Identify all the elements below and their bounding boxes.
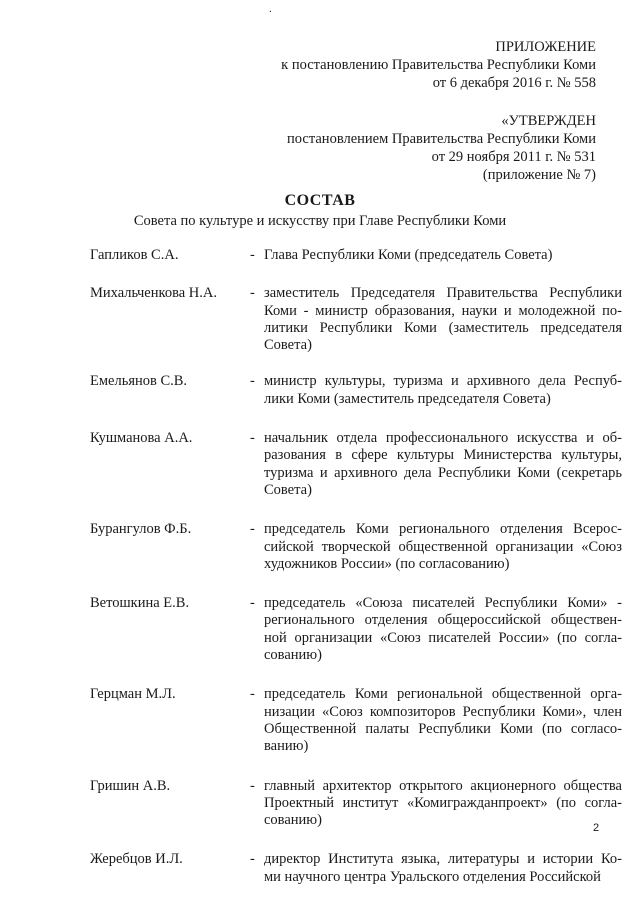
member-name: Жеребцов И.Л. (90, 851, 183, 868)
member-role-line: низации «Союз композиторов Республики Коми», член (264, 703, 622, 720)
member-role-line: Совета) (264, 337, 312, 354)
approved-line: (приложение № 7) (482, 167, 596, 183)
member-role-line: литики Республики Коми (заместитель председателя (264, 319, 622, 336)
member-dash: - (250, 686, 255, 703)
member-row (90, 778, 622, 830)
member-role-line: туризма и архивного дела Республики Коми (секретарь (264, 464, 622, 481)
member-role (264, 285, 622, 354)
member-role-line: сованию) (264, 647, 322, 664)
member-role-line: разования в сфере культуры Министерства культуры, (264, 447, 622, 464)
member-name: Герцман М.Л. (90, 686, 176, 703)
members-list (90, 247, 622, 886)
heading: СОСТАВ (284, 192, 356, 209)
member-role (264, 430, 622, 499)
member-role-line: сованию) (264, 812, 322, 829)
member-role-line: Коми - министр образования, науки и молодежной по- (264, 302, 622, 319)
member-role-line: ной организации «Союз писателей России» (по согла- (264, 629, 622, 646)
member-role-line: регионального отделения общероссийской обществен- (264, 612, 622, 629)
subheading: Совета по культуре и искусству при Главе Республики Коми (133, 213, 507, 229)
member-role (264, 595, 622, 664)
member-role-line: председатель Коми регионального отделения Всерос- (264, 521, 622, 538)
member-role-line: председатель Коми региональной общественной орга- (264, 686, 622, 703)
appendix-header (281, 38, 596, 184)
member-role-line: Совета) (264, 481, 312, 498)
member-row (90, 373, 622, 408)
member-role (264, 247, 622, 264)
member-row (90, 851, 622, 886)
member-role (264, 851, 622, 886)
member-role-line: главный архитектор открытого акционерного общества (264, 777, 622, 794)
member-role-line: заместитель Председателя Правительства Республики (264, 285, 622, 302)
member-dash: - (250, 430, 255, 447)
member-dash: - (250, 373, 255, 390)
member-role (264, 373, 622, 408)
member-role (264, 521, 622, 573)
member-dash: - (250, 285, 255, 302)
member-name: Емельянов С.В. (90, 373, 188, 390)
appendix-title: ПРИЛОЖЕНИЕ (495, 39, 596, 55)
appendix-line: к постановлению Правительства Республики Коми (281, 57, 596, 73)
member-role-line: лики Коми (заместитель председателя Совета) (264, 390, 551, 407)
member-dash: - (250, 777, 255, 794)
page-number: 2 (593, 822, 600, 834)
approved-title: «УТВЕРЖДЕН (501, 113, 596, 129)
member-role-line: министр культуры, туризма и архивного дела Респуб- (264, 373, 622, 390)
document-title (0, 191, 640, 230)
member-row (90, 686, 622, 755)
member-role-line: художников России» (по согласованию) (264, 555, 510, 572)
member-name: Ветошкина Е.В. (90, 595, 190, 612)
member-role-line: ми научного центра Уральского отделения Российской (264, 868, 601, 885)
member-role (264, 778, 622, 830)
member-role-line: Глава Республики Коми (председатель Совета) (264, 247, 553, 263)
member-row (90, 521, 622, 573)
member-name: Кушманова А.А. (90, 430, 193, 447)
member-role-line: ванию) (264, 738, 309, 755)
member-dash: - (250, 247, 255, 263)
member-role-line: директор Института языка, литературы и истории Ко- (264, 851, 622, 868)
member-dash: - (250, 521, 255, 538)
member-role-line: начальник отдела профессионального искусства и об- (264, 430, 622, 447)
member-name: Бурангулов Ф.Б. (90, 521, 192, 538)
approved-line: постановлением Правительства Республики Коми (287, 131, 596, 147)
member-role-line: Проектный институт «Комигражданпроект» (по согла- (264, 794, 622, 811)
member-dash: - (250, 595, 255, 612)
member-row (90, 285, 622, 354)
appendix-line: от 6 декабря 2016 г. № 558 (432, 75, 596, 91)
member-role (264, 686, 622, 755)
member-role-line: Общественной палаты Республики Коми (по согласо- (264, 720, 622, 737)
scan-mark: . (269, 3, 272, 15)
member-name: Гапликов С.А. (90, 247, 179, 263)
member-row (90, 247, 622, 264)
member-name: Гришин А.В. (90, 777, 171, 794)
member-row (90, 430, 622, 499)
member-role-line: председатель «Союза писателей Республики Коми» - (264, 595, 622, 612)
member-name: Михальченкова Н.А. (90, 285, 217, 302)
member-row (90, 595, 622, 664)
member-dash: - (250, 851, 255, 868)
approved-line: от 29 ноября 2011 г. № 531 (431, 149, 596, 165)
member-role-line: сийской творческой общественной организации «Союз (264, 538, 622, 555)
